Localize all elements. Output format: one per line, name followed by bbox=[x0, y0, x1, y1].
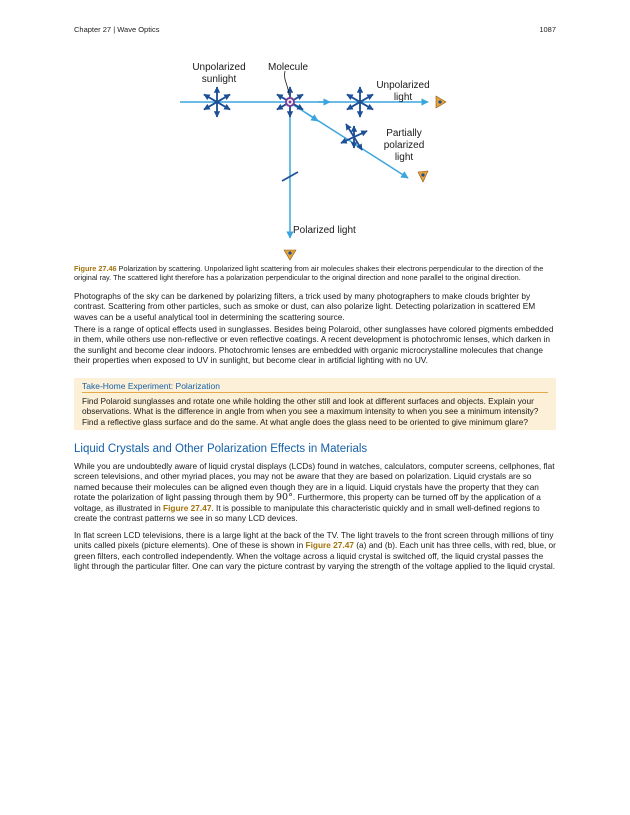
eye-icon-down bbox=[284, 250, 296, 260]
take-home-experiment-box bbox=[74, 378, 556, 430]
figure-link-27-47[interactable]: Figure 27.47 bbox=[163, 503, 212, 514]
p3-text-a: While you are undoubtedly aware of liquid crystal displays (LCDs) found in watches, calculators, computer screens, cellphones, flat screen televisions, and other myriad places, you may not be aware that they are based on polarization. Liquid crystals are so named because their molecules can be aligned even though they are in a liquid. Liquid crystals have the property that they can rotate the polarization of light passing through them by bbox=[74, 461, 555, 502]
section-heading: Liquid Crystals and Other Polarization Effects in Materials bbox=[74, 443, 368, 455]
eye-icon-diagonal bbox=[418, 171, 428, 182]
label-partially-2: polarized bbox=[383, 140, 425, 151]
page-number: 1087 bbox=[539, 25, 556, 34]
paragraph-lcd-tv bbox=[74, 530, 556, 571]
paragraph-sky-photography: Photographs of the sky can be darkened by polarizing filters, a trick used by many photographers to make clouds brighter by contrast. Scattering from other particles, such as smoke or dust, can also polarize light. Detecting polarization in scattered EM waves can be a useful analytical tool in determining the scattering source. bbox=[74, 291, 536, 322]
diagonal-ray-arrow bbox=[306, 113, 318, 121]
label-polarized-light: Polarized light bbox=[293, 225, 356, 236]
label-partially-1: Partially bbox=[386, 128, 422, 139]
paragraph-sunglasses: There is a range of optical effects used in sunglasses. Besides being Polaroid, other sunglasses have colored pigments embedded in them, while others use non-reflective or even reflective coatings. A recent development is photochromic lenses, which darken in the sunlight and become clear indoors. Photochromic lenses are embedded with organic microcrystalline molecules that change their properties when exposed to UV in sunlight, but become clear in artificial lighting with no UV. bbox=[74, 324, 554, 365]
p4-text-b: (a) and (b). Each unit has three cells, with red, blue, or green filters, each controlled independently. When the voltage across a liquid crystal is switched off, the liquid crystal passes the light through the particular filter. One can vary the picture contrast by varying the strength of the voltage applied to the liquid crystal. bbox=[74, 540, 556, 571]
caption-text: Polarization by scattering. Unpolarized light scattering from air molecules shakes their electrons perpendicular to the direction of the original ray. The scattered light therefore has a polarization perpendicular to the original direction and none parallel to the original direction. bbox=[74, 264, 544, 282]
label-unpolarized-light-2: light bbox=[393, 92, 413, 103]
ninety-degrees: 90° bbox=[276, 491, 293, 503]
label-unpolarized-sunlight-2: sunlight bbox=[201, 74, 237, 85]
figure-caption bbox=[74, 264, 554, 282]
scattering-figure bbox=[0, 0, 630, 262]
figure-number: Figure 27.46 bbox=[74, 264, 117, 273]
eye-icon-forward bbox=[436, 96, 446, 108]
p3-text-b: . Furthermore, this property can be turned off by the application of a voltage, as illustrated in bbox=[74, 491, 541, 514]
molecule-pointer bbox=[285, 71, 289, 95]
label-partially-3: light bbox=[394, 152, 414, 163]
label-molecule: Molecule bbox=[267, 62, 309, 73]
paragraph-liquid-crystals bbox=[74, 461, 556, 524]
molecule-core bbox=[289, 101, 292, 104]
figure-link-27-47-b[interactable]: Figure 27.47 bbox=[305, 540, 354, 551]
p3-text-c: . It is possible to manipulate this characteristic quickly and in small well-defined regions to create the contrast patterns we see in so many LCD devices. bbox=[74, 503, 540, 524]
p4-text-a: In flat screen LCD televisions, there is a large light at the back of the TV. The light travels to the front screen through millions of tiny units called pixels (picture elements). One of these is shown in bbox=[74, 530, 554, 551]
chapter-title: Chapter 27 | Wave Optics bbox=[74, 25, 160, 34]
take-home-title: Take-Home Experiment: Polarization bbox=[82, 381, 548, 393]
label-unpolarized-sunlight-1: Unpolarized bbox=[192, 62, 246, 73]
take-home-body: Find Polaroid sunglasses and rotate one while holding the other still and look at different surfaces and objects. Explain your observations. What is the difference in angle from when you see a maximum intensity to when you see a minimum intensity? Find a reflective glass surface and do the same. At what angle does the glass need to be oriented to give minimum glare? bbox=[82, 396, 539, 427]
label-unpolarized-light-1: Unpolarized bbox=[376, 80, 430, 91]
